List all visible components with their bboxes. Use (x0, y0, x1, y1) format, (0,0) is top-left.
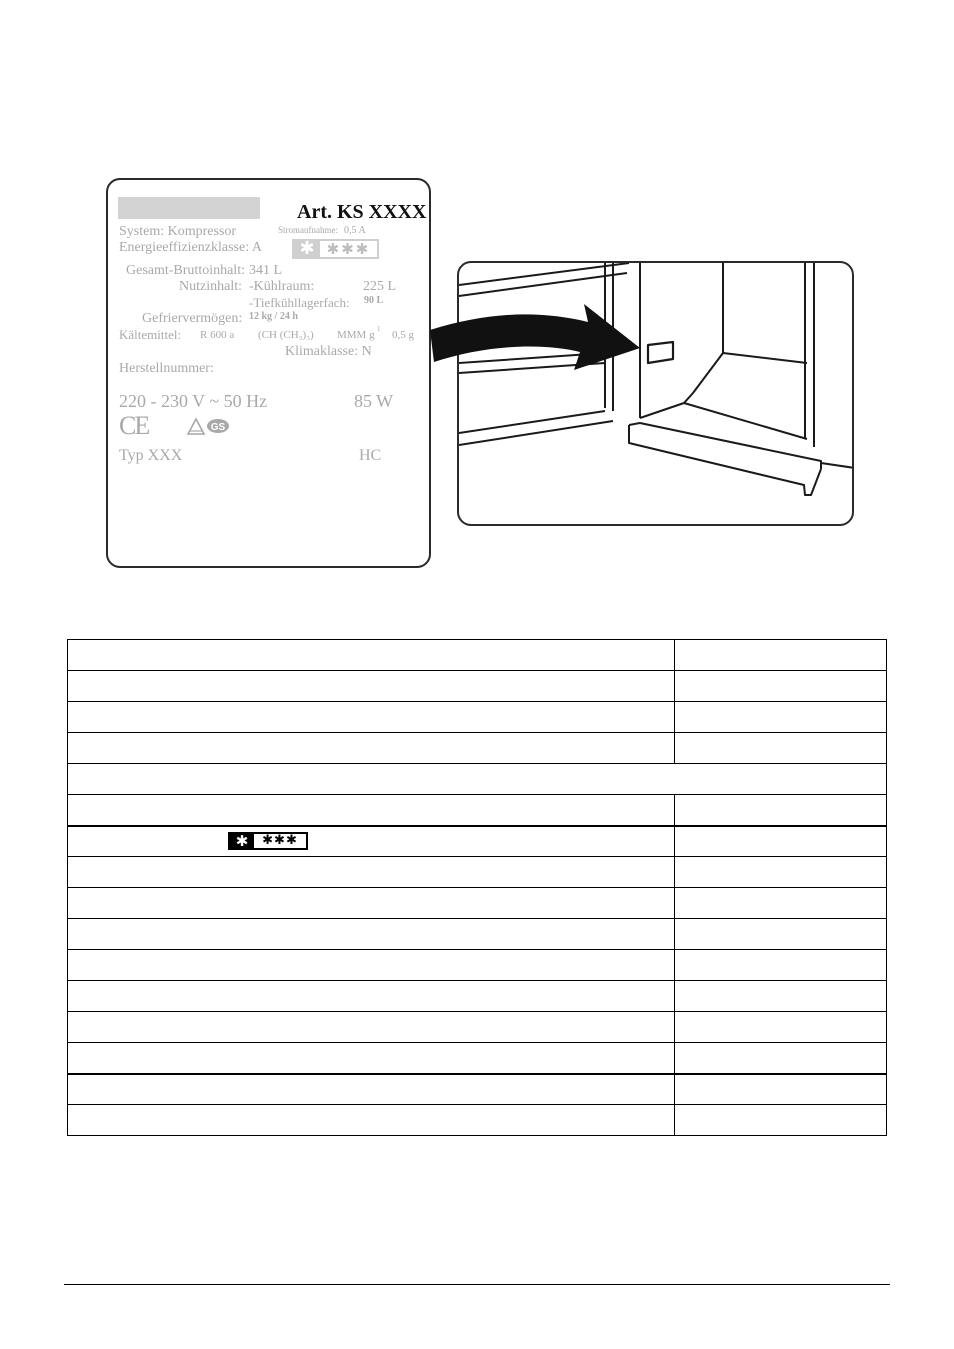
table-cell (675, 826, 887, 857)
pointer-arrow-icon (428, 300, 658, 390)
table-cell (675, 702, 887, 733)
plate-hc: HC (359, 447, 382, 464)
table-row (68, 857, 887, 888)
table-cell (68, 733, 675, 764)
footer-divider (64, 1284, 890, 1285)
table-cell (675, 950, 887, 981)
table-row (68, 981, 887, 1012)
ce-mark-icon: CE (119, 411, 149, 440)
table-cell (68, 702, 675, 733)
gs-safety-mark-icon (186, 416, 232, 436)
table-cell (68, 981, 675, 1012)
table-row (68, 702, 887, 733)
table-row (68, 795, 887, 826)
table-row (68, 1105, 887, 1136)
plate-freezer-star-rating (292, 239, 379, 259)
table-cell (675, 857, 887, 888)
plate-fridge-value: 225 L (363, 279, 397, 294)
three-star-icon: ✱✱✱ (254, 834, 306, 848)
table-cell (68, 888, 675, 919)
plate-gross-value: 341 L (249, 263, 283, 278)
plate-system: System: Kompressor (119, 224, 237, 239)
plate-refrigerant-value: R 600 a (200, 329, 235, 341)
plate-freezer-value: 90 L (364, 295, 384, 306)
plate-current-value: 0,5 A (344, 225, 366, 236)
plate-fridge-label: -Kühlraum: (249, 279, 315, 294)
table-row (68, 950, 887, 981)
table-row (68, 1074, 887, 1105)
table-cell (675, 733, 887, 764)
table-row (68, 919, 887, 950)
table-cell (675, 1012, 887, 1043)
table-cell (68, 826, 675, 857)
plate-freezing-label: Gefriervermögen: (142, 311, 243, 326)
table-row (68, 888, 887, 919)
table-cell (675, 1043, 887, 1074)
table-cell (675, 981, 887, 1012)
table-cell (68, 1043, 675, 1074)
table-cell (675, 795, 887, 826)
plate-mass-sup: 1 (377, 325, 381, 333)
plate-mass: MMM g (337, 329, 375, 341)
plate-article: Art. KS XXXX (297, 201, 427, 223)
table-cell (675, 919, 887, 950)
table-cell (68, 919, 675, 950)
table-cell (68, 950, 675, 981)
rating-plate (106, 178, 431, 568)
table-row (68, 1012, 887, 1043)
plate-climate: Klimaklasse: N (285, 344, 372, 359)
table-row (68, 733, 887, 764)
spec-table (67, 639, 887, 1136)
plate-serial-label: Herstellnummer: (119, 361, 214, 376)
brand-placeholder-bar (118, 197, 260, 219)
table-cell (675, 1074, 887, 1105)
table-section-cell (68, 764, 887, 795)
freezer-star-rating (228, 832, 308, 850)
plate-type: Typ XXX (119, 447, 183, 464)
table-cell (68, 795, 675, 826)
table-cell (675, 671, 887, 702)
plate-formula: (CH (CH₃)₃) (258, 329, 314, 341)
table-cell (675, 1105, 887, 1136)
svg-text:GS: GS (210, 422, 226, 433)
plate-current-label: Stromaufnahme: (278, 225, 338, 235)
plate-energy-class: Energieeffizienzklasse: A (119, 240, 262, 255)
table-cell (68, 671, 675, 702)
plate-freezer-label: -Tiefkühllagerfach: (249, 295, 350, 310)
plate-freezing-value: 12 kg / 24 h (249, 311, 298, 322)
plate-mass-value: 0,5 g (392, 329, 414, 341)
table-cell (675, 888, 887, 919)
plate-net-label: Nutzinhalt: (179, 279, 242, 294)
table-row (68, 640, 887, 671)
table-cell (68, 1105, 675, 1136)
table-cell (68, 640, 675, 671)
table-cell (68, 1074, 675, 1105)
three-star-icon: ✱✱✱ (320, 241, 377, 257)
table-cell (68, 1012, 675, 1043)
plate-power: 85 W (354, 391, 394, 411)
star-icon: ✱ (299, 238, 315, 259)
table-row (68, 764, 887, 795)
table-row (68, 1043, 887, 1074)
plate-refrigerant-label: Kältemittel: (119, 327, 182, 342)
table-row (68, 671, 887, 702)
table-cell (68, 857, 675, 888)
plate-gross-label: Gesamt-Bruttoinhalt: (126, 263, 245, 278)
plate-voltage: 220 - 230 V ~ 50 Hz (119, 391, 268, 411)
table-cell (675, 640, 887, 671)
star-icon: ✱ (235, 832, 249, 851)
table-row (68, 826, 887, 857)
